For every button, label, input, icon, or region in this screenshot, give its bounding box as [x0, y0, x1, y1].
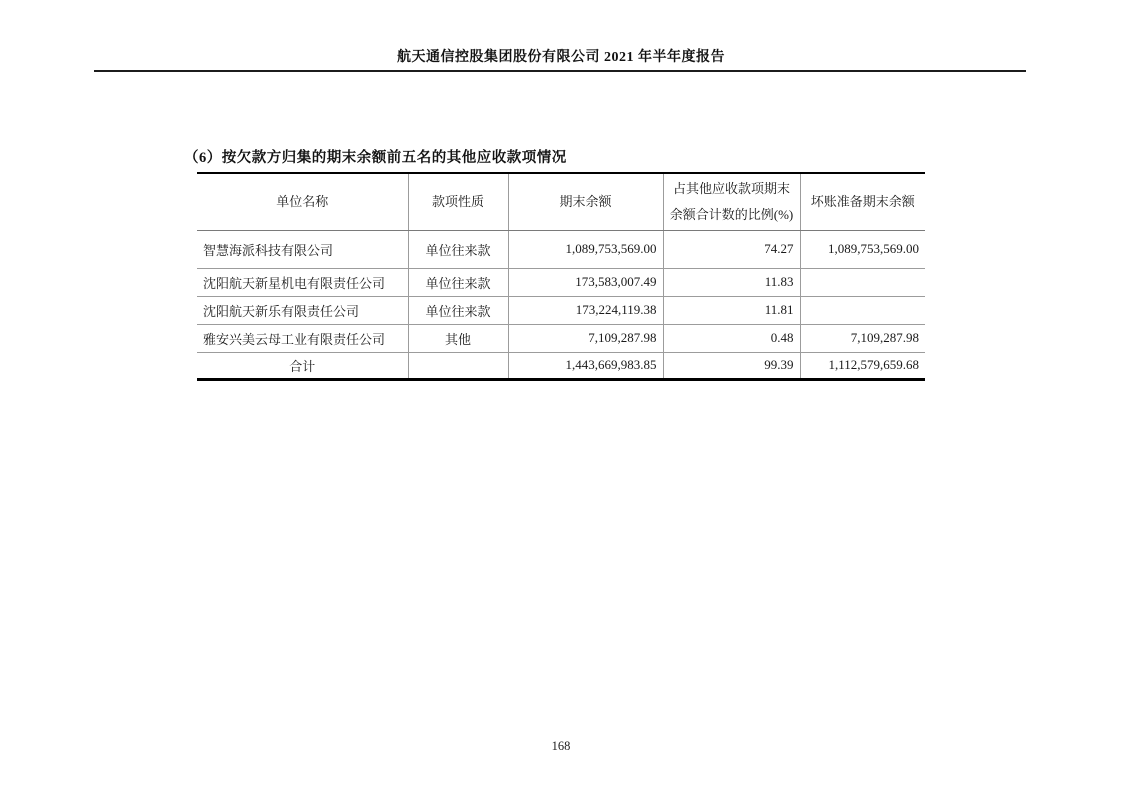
cell-ratio: 11.81	[663, 296, 800, 324]
cell-unit-name: 雅安兴美云母工业有限责任公司	[197, 324, 408, 352]
cell-ratio: 0.48	[663, 324, 800, 352]
cell-unit-name: 沈阳航天新乐有限责任公司	[197, 296, 408, 324]
table-row	[197, 230, 925, 268]
cell-total-label: 合计	[197, 352, 408, 379]
table-row	[197, 296, 925, 324]
header-unit-name: 单位名称	[197, 173, 408, 230]
cell-unit-name: 智慧海派科技有限公司	[197, 230, 408, 268]
cell-ending-balance: 173,224,119.38	[508, 296, 663, 324]
cell-bad-debt	[800, 268, 925, 296]
table-header-row	[197, 173, 925, 230]
cell-nature: 单位往来款	[408, 230, 508, 268]
receivables-table	[197, 172, 925, 381]
header-bad-debt-provision: 坏账准备期末余额	[800, 173, 925, 230]
cell-nature: 单位往来款	[408, 268, 508, 296]
table-total-row	[197, 352, 925, 379]
table-row	[197, 268, 925, 296]
cell-bad-debt	[800, 296, 925, 324]
header-ratio: 占其他应收款项期末余额合计数的比例(%)	[663, 173, 800, 230]
header-nature: 款项性质	[408, 173, 508, 230]
cell-total-ratio: 99.39	[663, 352, 800, 379]
cell-ending-balance: 173,583,007.49	[508, 268, 663, 296]
cell-total-bad-debt: 1,112,579,659.68	[828, 357, 919, 372]
cell-ratio: 11.83	[663, 268, 800, 296]
cell-ratio: 74.27	[663, 230, 800, 268]
header-divider-rule	[94, 70, 1026, 72]
cell-total-balance: 1,443,669,983.85	[508, 352, 663, 379]
report-header-title: 航天通信控股集团股份有限公司 2021 年半年度报告	[397, 50, 725, 65]
header-ending-balance: 期末余额	[508, 173, 663, 230]
cell-nature: 其他	[408, 324, 508, 352]
cell-bad-debt: 1,089,753,569.00	[800, 230, 925, 268]
cell-ending-balance: 7,109,287.98	[508, 324, 663, 352]
cell-nature: 单位往来款	[408, 296, 508, 324]
table-row	[197, 324, 925, 352]
cell-bad-debt: 7,109,287.98	[800, 324, 925, 352]
cell-total-nature	[408, 352, 508, 379]
cell-unit-name: 沈阳航天新星机电有限责任公司	[197, 268, 408, 296]
page-number: 168	[551, 739, 571, 753]
section-title: （6）按欠款方归集的期末余额前五名的其他应收款项情况	[184, 150, 567, 166]
cell-ending-balance: 1,089,753,569.00	[508, 230, 663, 268]
